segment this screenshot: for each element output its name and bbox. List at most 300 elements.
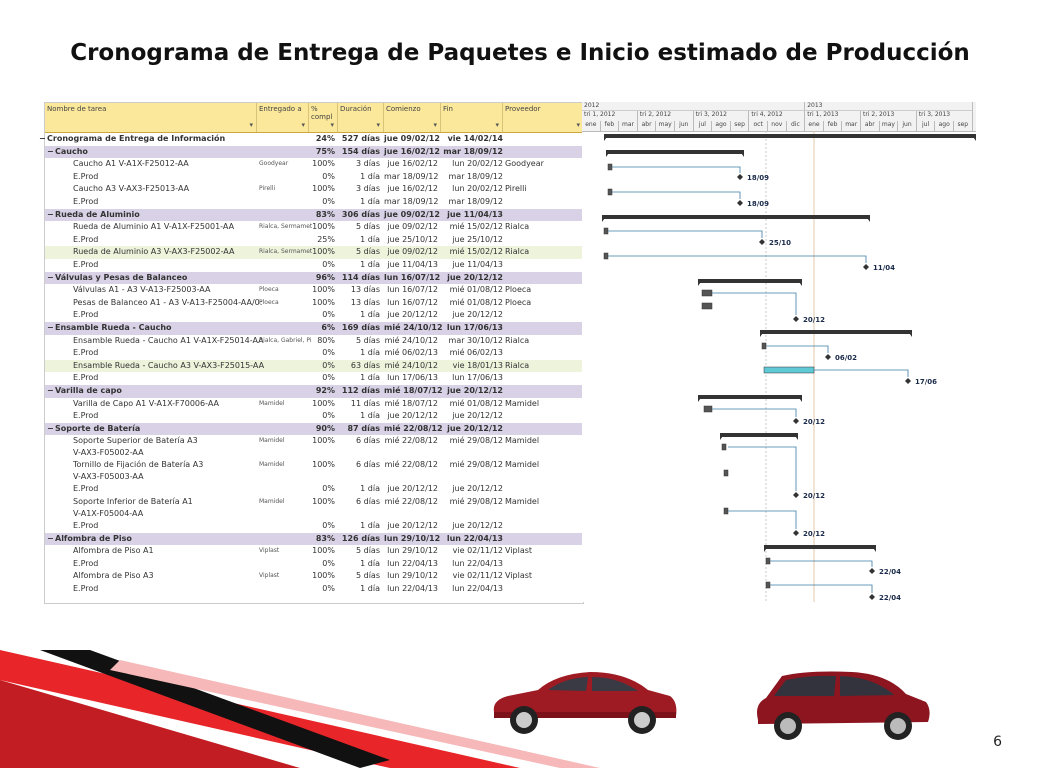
timescale-month: oct [749,121,768,131]
cell-duration: 1 día [360,310,380,320]
cell-task-name: E.Prod [73,373,99,383]
timescale-quarter: tri 4, 2012 [749,111,805,121]
cell-end-date: mié 29/08/12 [449,460,503,470]
cell-duration: 112 días [341,386,380,395]
cell-percent-complete: 100% [312,571,335,581]
cell-duration: 13 días [350,285,380,295]
task-bar [704,406,712,412]
task-bar [766,582,770,588]
cell-task-name-line2: V-AX3-F05002-AA [73,448,144,458]
header-percent-complete[interactable]: % compl ▾ [309,103,338,132]
milestone-label: 22/04 [879,594,902,602]
cell-supplier: Rialca [505,360,530,370]
cell-duration: 13 días [350,297,380,307]
cell-supplier: Rialca [505,335,530,345]
cell-start-date: jue 16/02/12 [387,184,438,194]
cell-task-name: E.Prod [73,310,99,320]
cell-end-date: jue 20/12/12 [452,484,503,494]
milestone-label: 11/04 [873,264,896,272]
header-task-name[interactable]: Nombre de tarea ▾ [45,103,257,132]
cell-delivered-to: Rialca, Sermamet [259,248,313,256]
cell-end-date: lun 20/02/12 [452,159,503,169]
timescale-quarter: tri 2, 2012 [638,111,694,121]
summary-bar [760,330,912,334]
cell-duration: 87 días [347,423,380,433]
cell-end-date: mar 30/10/12 [448,335,503,345]
cell-duration: 5 días [355,546,380,556]
cell-delivered-to: Goodyear [259,160,289,168]
timescale-quarter: tri 3, 2013 [917,111,973,121]
cell-percent-complete: 83% [315,533,335,543]
cell-end-date: mié 29/08/12 [449,497,503,506]
cell-supplier: Viplast [505,546,533,556]
milestone-diamond [905,378,911,384]
cell-percent-complete: 100% [312,297,335,307]
cell-task-name: E.Prod [73,260,99,269]
cell-start-date: jue 09/02/12 [384,209,440,219]
cell-end-date: mié 15/02/12 [449,222,503,232]
dependency-connector [766,346,828,353]
cell-task-name: Varilla de Capo A1 V-A1X-F70006-AA [73,398,219,408]
cell-delivered-to: Viplast [259,572,280,580]
milestone-diamond [869,594,875,600]
timescale-month: ago [712,121,731,131]
cell-percent-complete: 0% [322,558,335,568]
cell-percent-complete: 100% [312,436,335,446]
cell-percent-complete: 83% [315,209,335,219]
table-row[interactable] [45,410,583,423]
cell-duration: 1 día [360,484,380,494]
header-start[interactable]: Comienzo ▾ [384,103,441,132]
cell-percent-complete: 0% [322,260,335,269]
header-supplier[interactable]: Proveedor ▾ [503,103,583,132]
collapse-icon[interactable]: − [47,272,54,282]
cell-task-name: Alfombra de Piso [55,533,132,543]
table-header [45,103,583,133]
cell-percent-complete: 0% [322,373,335,383]
milestone-label: 20/12 [803,530,826,538]
sedan-car-image [486,660,682,742]
table-row[interactable] [45,297,583,310]
cell-end-date: vie 02/11/12 [452,546,503,556]
summary-bar [606,150,744,154]
cell-delivered-to: Rialca, Sermamet [259,223,313,231]
cell-task-name: E.Prod [73,584,99,593]
cell-duration: 11 días [350,398,380,408]
cell-duration: 5 días [355,571,380,581]
cell-start-date: mié 22/08/12 [384,497,438,506]
cell-start-date: mar 18/09/12 [384,171,439,181]
dependency-connector [770,585,872,593]
collapse-icon[interactable]: − [47,209,54,219]
cell-supplier: Mamidel [505,460,540,470]
cell-task-name: E.Prod [73,348,99,358]
table-row[interactable] [45,234,583,247]
table-row[interactable] [45,533,583,546]
task-bar [608,189,612,195]
milestone-label: 20/12 [803,316,826,324]
cell-duration: 6 días [355,436,380,446]
milestone-label: 25/10 [769,239,792,247]
cell-task-name: Alfombra de Piso A3 [73,571,154,581]
cell-task-name-line2: V-A1X-F05004-AA [73,509,144,518]
table-row[interactable] [45,171,583,184]
cell-duration: 3 días [355,159,380,169]
cell-duration: 169 días [341,323,380,332]
timescale-month: dic [787,121,806,131]
cell-task-name: Soporte de Batería [55,423,141,433]
cell-start-date: jue 20/12/12 [387,310,438,320]
cell-start-date: jue 20/12/12 [387,521,438,530]
cell-supplier: Rialca [505,247,530,257]
cell-start-date: lun 29/10/12 [387,571,438,581]
timescale-month: jul [694,121,713,131]
header-duration[interactable]: Duración ▾ [338,103,384,132]
cell-percent-complete: 100% [312,497,335,506]
table-row[interactable] [45,322,583,335]
table-row[interactable] [45,520,583,533]
table-row[interactable] [45,496,583,520]
table-row[interactable] [45,372,583,385]
cell-duration: 1 día [360,584,380,593]
cell-percent-complete: 0% [322,310,335,320]
cell-start-date: jue 16/02/12 [387,159,438,169]
timescale-month: nov [768,121,787,131]
cell-task-name: Rueda de Aluminio A1 V-A1X-F25001-AA [73,222,235,232]
gantt-chart [582,102,976,602]
cell-task-name: E.Prod [73,411,99,421]
timescale-quarter: tri 1, 2013 [805,111,861,121]
cell-start-date: lun 29/10/12 [387,546,438,556]
collapse-icon[interactable]: − [39,134,46,143]
dependency-connector [612,192,740,199]
cell-percent-complete: 24% [315,134,335,143]
cell-end-date: lun 22/04/13 [452,584,503,593]
cell-end-date: mar 18/09/12 [448,197,503,206]
table-row[interactable] [45,209,583,222]
cell-duration: 154 días [341,146,380,156]
cell-supplier: Goodyear [505,159,544,169]
cell-start-date: lun 17/06/13 [387,373,438,383]
cell-start-date: jue 20/12/12 [387,484,438,494]
cell-task-name-line2: V-AX3-F05003-AA [73,472,144,482]
cell-task-name: Soporte Inferior de Batería A1 [73,497,193,506]
cell-start-date: lun 16/07/12 [384,272,441,282]
task-bar [604,253,608,259]
timescale-quarter: tri 1, 2012 [582,111,638,121]
page-number: 6 [993,734,1002,750]
milestone-label: 17/06 [915,378,938,386]
cell-task-name: Caucho [55,146,88,156]
cell-end-date: jue 20/12/12 [447,423,503,433]
cell-duration: 1 día [360,373,380,383]
cell-end-date: vie 02/11/12 [452,571,503,581]
table-row[interactable] [45,259,583,272]
cell-supplier: Rialca [505,222,530,232]
cell-end-date: vie 18/01/13 [452,360,503,370]
cell-task-name: Válvulas y Pesas de Balanceo [55,272,188,282]
cell-start-date: lun 22/04/13 [387,584,438,593]
task-bar [604,228,608,234]
cell-end-date: vie 14/02/14 [447,134,503,143]
table-row[interactable] [45,246,583,259]
dependency-connector [814,370,908,377]
cell-percent-complete: 80% [317,335,335,345]
cell-end-date: jue 20/12/12 [447,272,503,282]
cell-start-date: mié 18/07/12 [384,398,438,408]
table-row[interactable] [45,146,583,159]
page-title: Cronograma de Entrega de Paquetes e Inicio estimado de Producción [70,40,970,66]
cell-percent-complete: 100% [312,460,335,470]
cell-duration: 5 días [355,247,380,257]
cell-end-date: lun 17/06/13 [446,323,503,332]
cell-duration: 6 días [355,497,380,506]
table-row[interactable] [45,196,583,209]
collapse-icon[interactable]: − [47,533,54,543]
summary-bar [764,545,876,549]
table-row[interactable] [45,558,583,571]
cell-duration: 114 días [341,272,380,282]
table-row[interactable] [45,545,583,558]
cell-duration: 5 días [355,222,380,232]
cell-delivered-to: Viplast [259,547,280,555]
timescale-month: mar [842,121,861,131]
cell-percent-complete: 100% [312,159,335,169]
cell-duration: 1 día [360,411,380,421]
timescale-month: jun [675,121,694,131]
task-bar [608,164,612,170]
summary-bar [602,215,870,219]
table-row[interactable] [45,272,583,285]
gantt-timescale [582,102,976,132]
table-row[interactable] [45,398,583,411]
cell-end-date: mié 01/08/12 [449,285,503,295]
dependency-connector [712,293,796,315]
cell-duration: 3 días [355,184,380,194]
cell-percent-complete: 100% [312,247,335,257]
milestone-label: 22/04 [879,568,902,576]
dependency-connector [728,447,796,491]
timescale-month: mar [619,121,638,131]
table-row[interactable] [45,423,583,436]
task-bar [764,367,814,373]
cell-percent-complete: 75% [315,146,335,156]
cell-task-name: Rueda de Aluminio [55,209,140,219]
summary-bar [698,279,802,283]
cell-start-date: jue 09/02/12 [384,134,440,143]
gantt-bars [582,131,976,602]
cell-percent-complete: 25% [317,234,335,244]
cell-percent-complete: 0% [322,348,335,358]
cell-duration: 1 día [360,558,380,568]
cell-supplier: Ploeca [505,285,532,295]
milestone-label: 18/09 [747,200,770,208]
cell-duration: 126 días [341,533,380,543]
cell-supplier: Mamidel [505,398,540,408]
table-row[interactable] [45,221,583,234]
milestone-diamond [737,174,743,180]
cell-start-date: mar 18/09/12 [384,197,439,206]
table-row[interactable] [45,385,583,398]
cell-duration: 6 días [355,460,380,470]
cell-duration: 1 día [360,348,380,358]
task-bar [724,470,728,476]
task-bar [722,444,726,450]
cell-task-name: Soporte Superior de Batería A3 [73,436,198,446]
dependency-connector [712,409,796,417]
dependency-connector [608,231,762,238]
cell-end-date: lun 22/04/13 [446,533,503,543]
cell-percent-complete: 96% [315,272,335,282]
milestone-label: 20/12 [803,418,826,426]
cell-supplier: Pirelli [505,184,527,194]
cell-percent-complete: 0% [322,484,335,494]
cell-end-date: mié 29/08/12 [449,436,503,446]
table-row[interactable] [45,183,583,196]
timescale-month: ago [935,121,954,131]
cell-start-date: jue 20/12/12 [387,411,438,421]
cell-delivered-to: Mamidel [259,437,285,445]
timescale-month: sep [954,121,973,131]
cell-start-date: jue 09/02/12 [387,222,438,232]
cell-start-date: mié 22/08/12 [384,460,438,470]
cell-task-name: Tornillo de Fijación de Batería A3 [73,460,204,470]
timescale-month: ene [805,121,824,131]
cell-percent-complete: 0% [322,171,335,181]
cell-percent-complete: 100% [312,285,335,295]
table-row[interactable] [45,335,583,348]
milestone-diamond [793,492,799,498]
timescale-quarter: tri 2, 2013 [861,111,917,121]
timescale-month: may [656,121,675,131]
cell-delivered-to: Mamidel [259,399,285,407]
collapse-icon[interactable]: − [47,386,54,395]
timescale-month: abr [638,121,657,131]
task-bar [724,508,728,514]
cell-end-date: lun 22/04/13 [452,558,503,568]
cell-supplier: Mamidel [505,436,540,446]
collapse-icon[interactable]: − [47,146,54,156]
collapse-icon[interactable]: − [47,323,54,332]
cell-percent-complete: 100% [312,184,335,194]
cell-delivered-to: Ploeca [259,298,279,306]
cell-start-date: mié 22/08/12 [384,436,438,446]
timescale-month: abr [861,121,880,131]
cell-end-date: mié 01/08/12 [449,398,503,408]
collapse-icon[interactable]: − [47,423,54,433]
table-row[interactable] [45,459,583,483]
timescale-month: jul [917,121,936,131]
cell-supplier: Mamidel [505,497,540,506]
cell-task-name: Ensamble Rueda - Caucho A3 V-AX3-F25015-AA [73,360,265,370]
timescale-month: ene [582,121,601,131]
table-row[interactable] [45,158,583,171]
cell-percent-complete: 0% [322,584,335,593]
dependency-connector [612,167,740,173]
cell-end-date: jue 20/12/12 [452,310,503,320]
milestone-diamond [869,568,875,574]
cell-start-date: lun 22/04/13 [387,558,438,568]
cell-task-name: E.Prod [73,171,99,181]
cell-task-name: E.Prod [73,197,99,206]
table-row[interactable] [45,583,583,596]
cell-start-date: jue 16/02/12 [384,146,440,156]
cell-delivered-to: Rialca, Gabriel, Pi [259,336,312,344]
cell-end-date: jue 25/10/12 [452,234,503,244]
cell-start-date: mié 06/02/13 [384,348,438,358]
table-row[interactable] [45,360,583,373]
cell-end-date: lun 20/02/12 [452,184,503,194]
cell-end-date: mié 15/02/12 [449,247,503,257]
cell-task-name: Válvulas A1 - A3 V-A13-F25003-AA [73,285,211,295]
timescale-year: 2012 [582,102,805,111]
summary-bar [604,134,976,138]
cell-end-date: lun 17/06/13 [452,373,503,383]
cell-duration: 527 días [341,134,380,143]
cell-start-date: mié 22/08/12 [384,423,443,433]
cell-duration: 5 días [355,335,380,345]
milestone-diamond [759,239,765,245]
cell-start-date: mié 24/10/12 [384,323,443,332]
header-end[interactable]: Fin ▾ [441,103,503,132]
cell-percent-complete: 0% [322,360,335,370]
cell-start-date: mié 18/07/12 [384,386,443,395]
table-row[interactable] [45,483,583,496]
table-row[interactable] [45,284,583,297]
cell-end-date: jue 20/12/12 [452,521,503,530]
cell-duration: 1 día [360,234,380,244]
timescale-month: feb [601,121,620,131]
cell-task-name: Cronograma de Entrega de Información [47,134,226,143]
cell-end-date: jue 20/12/12 [452,411,503,421]
cell-percent-complete: 6% [321,323,335,332]
cell-percent-complete: 0% [322,411,335,421]
milestone-diamond [825,354,831,360]
cell-percent-complete: 0% [322,521,335,530]
timescale-month: may [880,121,899,131]
dependency-connector [770,561,872,567]
cell-task-name: E.Prod [73,234,99,244]
header-delivered-to[interactable]: Entregado a ▾ [257,103,309,132]
hatchback-car-image [748,664,934,746]
cell-duration: 63 días [350,360,380,370]
dependency-connector [608,256,866,263]
cell-delivered-to: Pirelli [259,185,276,193]
table-row[interactable] [39,133,583,146]
cell-task-name: E.Prod [73,521,99,530]
milestone-diamond [793,418,799,424]
cell-end-date: jue 20/12/12 [447,386,503,395]
cell-start-date: jue 09/02/12 [387,247,438,257]
cell-end-date: mar 18/09/12 [443,146,503,156]
task-table [39,102,584,604]
table-row[interactable] [45,435,583,459]
cell-start-date: lun 16/07/12 [387,285,438,295]
table-row[interactable] [45,309,583,322]
table-row[interactable] [45,347,583,360]
cell-start-date: lun 29/10/12 [384,533,441,543]
cell-task-name: Caucho A3 V-AX3-F25013-AA [73,184,190,194]
task-bar [702,303,712,309]
cell-start-date: mié 24/10/12 [384,360,438,370]
cell-task-name: Alfombra de Piso A1 [73,546,154,556]
timescale-year: 2013 [805,102,972,111]
cell-supplier: Ploeca [505,297,532,307]
dependency-connector [728,511,796,529]
table-row[interactable] [45,570,583,583]
timescale-month: feb [824,121,843,131]
cell-task-name: Rueda de Aluminio A3 V-AX3-F25002-AA [73,247,235,257]
